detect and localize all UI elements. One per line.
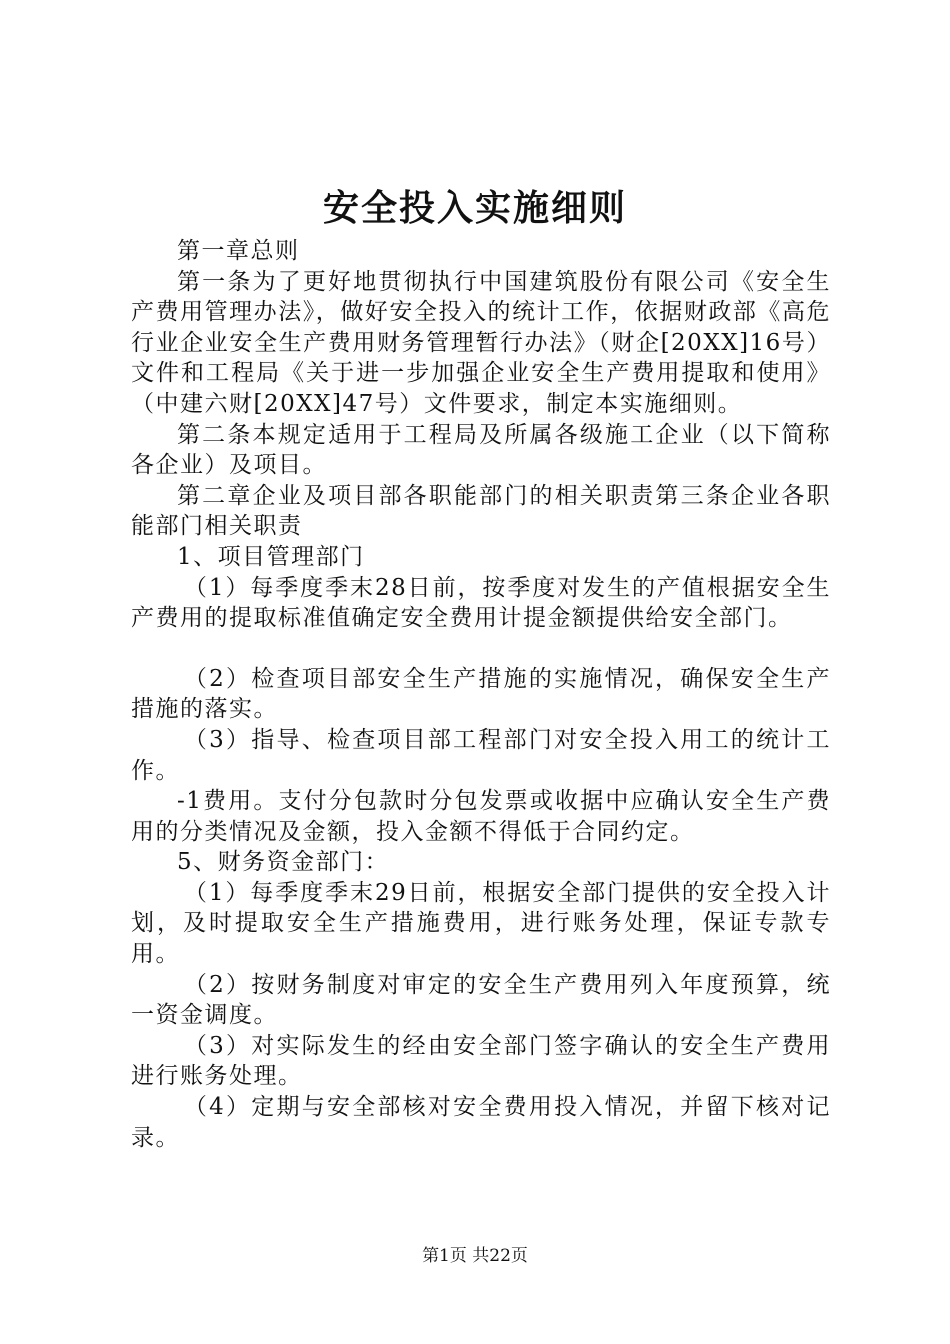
page-number: 第1页 共22页 — [422, 1246, 528, 1266]
paragraph: 第二章企业及项目部各职能部门的相关职责第三条企业各职能部门相关职责 — [131, 482, 831, 540]
paragraph: -1费用。支付分包款时分包发票或收据中应确认安全生产费用的分类情况及金额，投入金额不得低于合同约定。 — [131, 788, 831, 845]
paragraph: 第二条本规定适用于工程局及所属各级施工企业（以下简称各企业）及项目。 — [131, 421, 831, 479]
section-heading: 1、项目管理部门 — [177, 543, 365, 570]
list-item: （3）指导、检查项目部工程部门对安全投入用工的统计工作。 — [131, 726, 831, 784]
list-item: （1）每季度季末29日前，根据安全部门提供的安全投入计划，及时提取安全生产措施费用，进行账务处理，保证专款专用。 — [131, 879, 831, 968]
paragraph: 第一条为了更好地贯彻执行中国建筑股份有限公司《安全生产费用管理办法》，做好安全投入的统计工作，依据财政部《高危行业企业安全生产费用财务管理暂行办法》（财企[20XX]16号）文件和工程局《关于进一步加强企业安全生产费用提取和使用》（中建六财[20XX]47号）文件要求，制定本实施细则。 — [131, 268, 831, 417]
document-title: 安全投入实施细则 — [322, 187, 627, 229]
document-body — [131, 236, 831, 1153]
list-item: （1）每季度季末28日前，按季度对发生的产值根据安全生产费用的提取标准值确定安全费用计提金额提供给安全部门。 — [131, 574, 831, 632]
list-item: （2）按财务制度对审定的安全生产费用列入年度预算，统一资金调度。 — [131, 971, 831, 1029]
list-item: （4）定期与安全部核对安全费用投入情况，并留下核对记录。 — [131, 1094, 831, 1151]
list-item: （2）检查项目部安全生产措施的实施情况，确保安全生产措施的落实。 — [131, 665, 831, 723]
list-item: （3）对实际发生的经由安全部门签字确认的安全生产费用进行账务处理。 — [131, 1032, 831, 1090]
chapter-heading: 第一章总则 — [177, 238, 300, 264]
section-heading: 5、财务资金部门： — [177, 849, 390, 876]
